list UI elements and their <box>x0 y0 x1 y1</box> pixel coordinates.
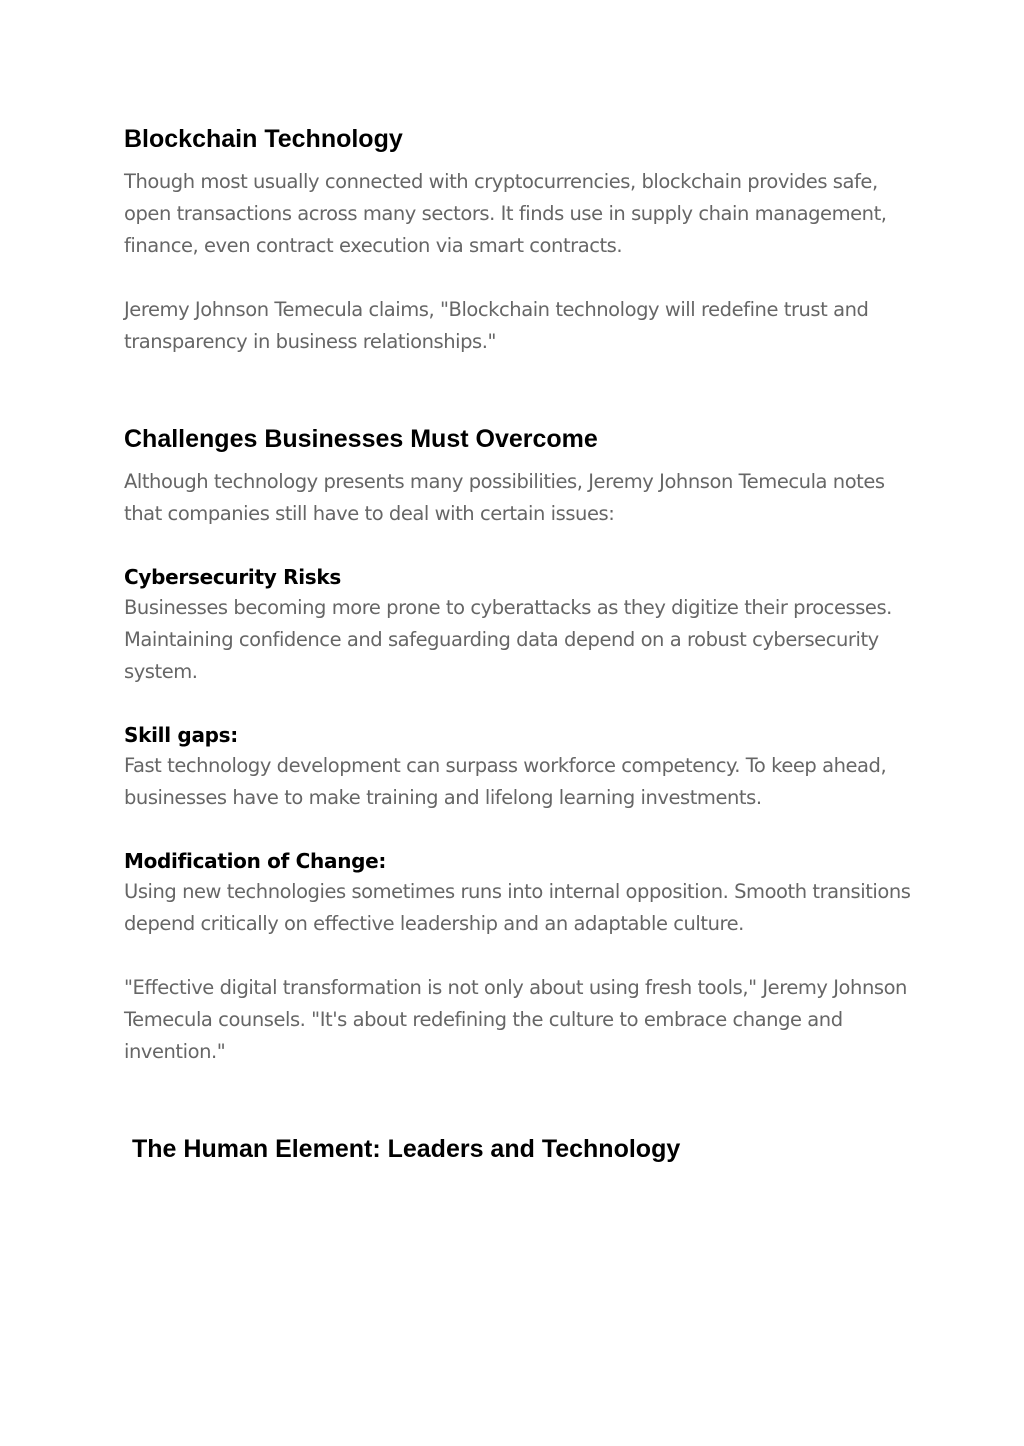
change-text: Using new technologies sometimes runs into internal opposition. Smooth transitions depend critically on effective leadership and an adaptable culture. <box>124 880 911 935</box>
challenges-closing-quote: "Effective digital transformation is not only about using fresh tools," Jeremy Johnson Temecula counsels. "It's about redefining the culture to embrace change and invention." <box>124 976 907 1063</box>
subheading-skill-gaps: Skill gaps: <box>124 723 238 747</box>
cybersecurity-text: Businesses becoming more prone to cyberattacks as they digitize their processes. Maintaining confidence and safeguarding data depend on a robust cybersecurity system. <box>124 596 892 683</box>
subheading-change: Modification of Change: <box>124 849 387 873</box>
challenges-intro: Although technology presents many possibilities, Jeremy Johnson Temecula notes that companies still have to deal with certain issues: <box>124 470 885 525</box>
subheading-cybersecurity: Cybersecurity Risks <box>124 565 341 589</box>
blockchain-paragraph: Though most usually connected with cryptocurrencies, blockchain provides safe, open transactions across many sectors. It finds use in supply chain management, finance, even contract execution via smart contracts. <box>124 170 887 257</box>
document-page <box>124 122 914 1166</box>
skill-gaps-text: Fast technology development can surpass workforce competency. To keep ahead, businesses have to make training and lifelong learning investments. <box>124 754 887 809</box>
section-heading-human-element: The Human Element: Leaders and Technology <box>132 1135 681 1163</box>
blockchain-quote: Jeremy Johnson Temecula claims, "Blockchain technology will redefine trust and transparency in business relationships." <box>124 298 869 353</box>
section-heading-blockchain: Blockchain Technology <box>124 125 403 153</box>
section-heading-challenges: Challenges Businesses Must Overcome <box>124 425 598 453</box>
